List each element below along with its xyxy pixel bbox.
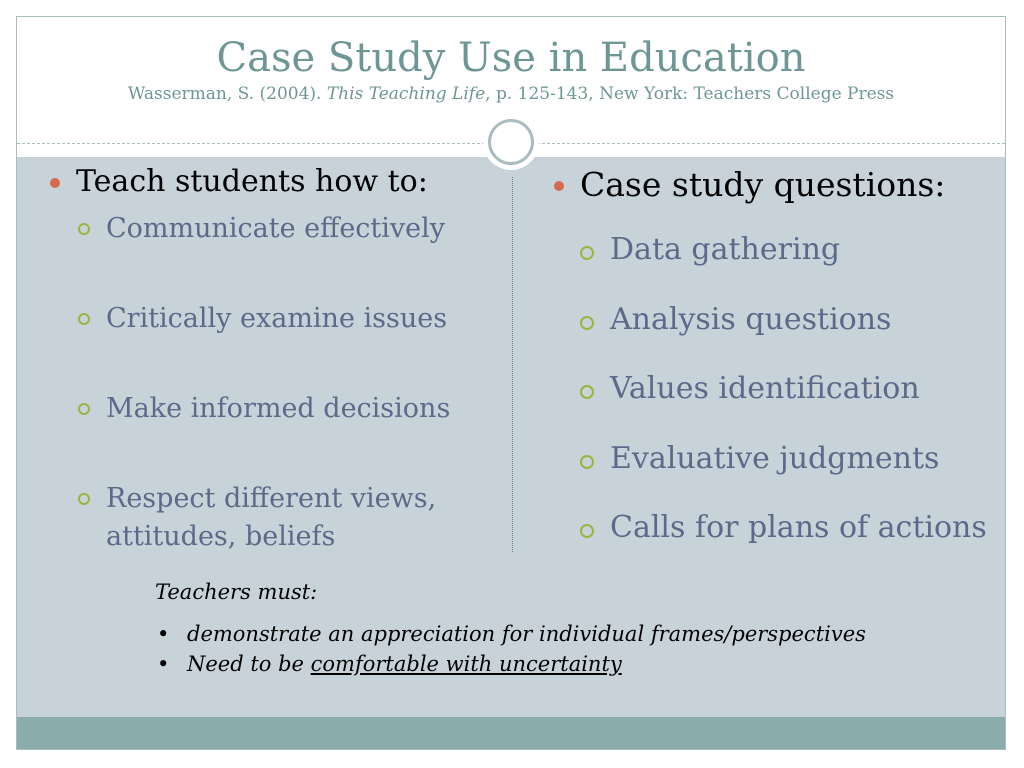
left-item: [106, 480, 436, 518]
bullet-icon: •: [157, 622, 170, 646]
teachers-item-text: Need to be: [187, 652, 311, 676]
bullet-dot-icon: [554, 181, 564, 191]
ring-bullet-icon: [580, 455, 594, 469]
teachers-item-text: demonstrate an appreciation for individual frames/perspectives: [187, 622, 866, 646]
ring-bullet-icon: [580, 316, 594, 330]
ring-bullet-icon: [78, 223, 90, 235]
teachers-item: [157, 619, 866, 649]
right-item-text: Data gathering: [610, 232, 841, 267]
bullet-dot-icon: [50, 178, 60, 188]
slide-citation: [17, 83, 1005, 105]
ring-bullet-icon: [580, 524, 594, 538]
left-item-text: Communicate effectively: [106, 213, 446, 244]
divider-ring-decoration: [488, 119, 534, 165]
left-item: [106, 390, 450, 428]
right-heading-text: Case study questions:: [580, 165, 946, 204]
right-item: [610, 440, 939, 478]
citation-book: This Teaching Life: [326, 84, 486, 104]
ring-bullet-icon: [580, 385, 594, 399]
right-heading: [580, 167, 945, 203]
left-item-text: attitudes, beliefs: [106, 521, 336, 552]
left-heading-text: Teach students how to:: [76, 164, 428, 199]
left-item: [106, 300, 447, 338]
right-item-text: Evaluative judgments: [610, 441, 940, 476]
left-item-continuation: [106, 518, 335, 556]
right-item: [610, 301, 891, 339]
citation-prefix: Wasserman, S. (2004).: [127, 84, 327, 104]
slide: [16, 16, 1006, 750]
left-item-text: Critically examine issues: [106, 303, 448, 334]
right-item-text: Values identification: [610, 371, 920, 406]
ring-bullet-icon: [78, 313, 90, 325]
right-item: [610, 509, 987, 547]
right-item-text: Analysis questions: [610, 302, 892, 337]
ring-bullet-icon: [78, 403, 90, 415]
left-item: [106, 210, 445, 248]
left-heading: [76, 164, 428, 200]
right-item: [610, 231, 840, 269]
teachers-must-label: Teachers must:: [155, 580, 318, 604]
bullet-icon: •: [157, 652, 170, 676]
right-item: [610, 370, 920, 408]
citation-suffix: , p. 125-143, New York: Teachers College Press: [485, 84, 895, 104]
column-divider: [512, 177, 513, 552]
left-item-text: Make informed decisions: [106, 393, 451, 424]
slide-title: Case Study Use in Education: [216, 35, 806, 81]
teachers-item-emphasis: comfortable with uncertainty: [310, 652, 622, 676]
right-item-text: Calls for plans of actions: [610, 510, 987, 545]
left-item-text: Respect different views,: [106, 483, 437, 514]
bottom-band: [17, 717, 1005, 750]
ring-bullet-icon: [78, 493, 90, 505]
ring-bullet-icon: [580, 246, 594, 260]
teachers-item: [157, 649, 622, 679]
